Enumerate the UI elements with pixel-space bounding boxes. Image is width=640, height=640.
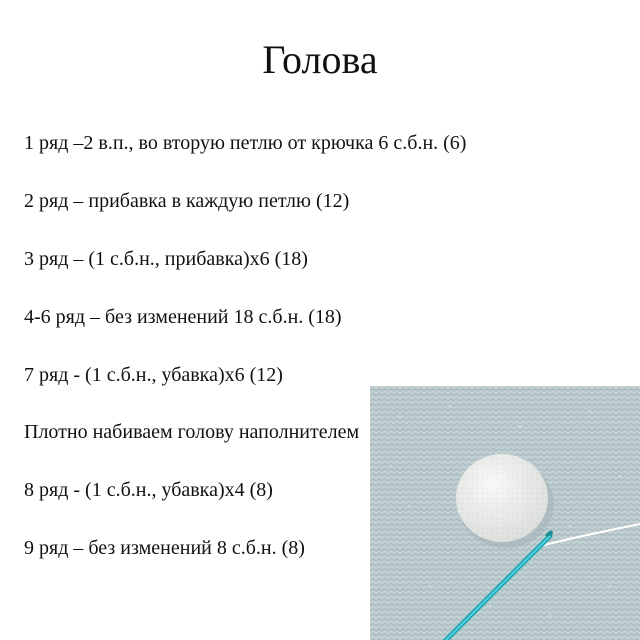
row-9: 9 ряд – без изменений 8 с.б.н. (8) xyxy=(24,537,305,559)
row-4-6: 4-6 ряд – без изменений 18 с.б.н. (18) xyxy=(24,306,342,328)
row-2: 2 ряд – прибавка в каждую петлю (12) xyxy=(24,190,350,212)
page-title: Голова xyxy=(262,37,378,82)
row-1: 1 ряд –2 в.п., во вторую петлю от крючка 6 с.б.н. (6) xyxy=(24,132,467,154)
crochet-photo xyxy=(370,386,640,640)
crochet-photo-image xyxy=(370,386,640,640)
stuffing-note: Плотно набиваем голову наполнителем xyxy=(24,421,360,443)
row-8: 8 ряд - (1 с.б.н., убавка)х4 (8) xyxy=(24,479,273,501)
row-7: 7 ряд - (1 с.б.н., убавка)х6 (12) xyxy=(24,364,283,386)
row-3: 3 ряд – (1 с.б.н., прибавка)х6 (18) xyxy=(24,248,308,270)
